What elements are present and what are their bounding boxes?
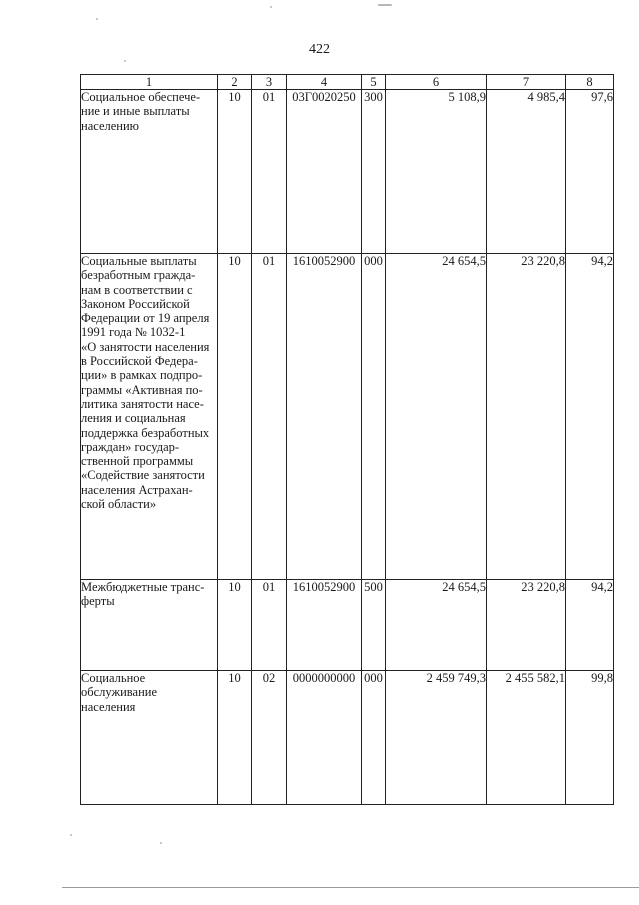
percent-value: 99,8 [591, 671, 613, 685]
scan-speck [160, 842, 162, 844]
percent-value: 97,6 [591, 90, 613, 104]
cell-percent [566, 671, 614, 805]
scan-speck [70, 834, 72, 836]
planned-value: 24 654,5 [442, 580, 486, 594]
cell-target-article: 0000000000 [287, 671, 362, 805]
scan-speck [270, 6, 272, 8]
cell-executed [487, 254, 566, 580]
cell-subsection: 01 [252, 90, 287, 254]
table-row [81, 254, 614, 580]
cell-section: 10 [218, 671, 252, 805]
table-row [81, 671, 614, 805]
row-name: Межбюджетные транс- ферты [81, 580, 218, 671]
header-col-4: 4 [287, 75, 362, 90]
header-col-7: 7 [487, 75, 566, 90]
header-col-1: 1 [81, 75, 218, 90]
scan-speck [124, 60, 126, 62]
cell-section: 10 [218, 580, 252, 671]
cell-expense-type: 300 [362, 90, 386, 254]
table-row [81, 580, 614, 671]
cell-expense-type: 000 [362, 254, 386, 580]
cell-planned [386, 254, 487, 580]
cell-planned [386, 580, 487, 671]
cell-expense-type: 500 [362, 580, 386, 671]
scan-speck [378, 4, 392, 6]
executed-value: 2 455 582,1 [505, 671, 565, 685]
planned-value: 2 459 749,3 [426, 671, 486, 685]
budget-execution-table [80, 74, 614, 805]
percent-value: 94,2 [591, 254, 613, 268]
cell-executed [487, 580, 566, 671]
cell-percent [566, 580, 614, 671]
row-name: Социальные выплаты безработным гражда- нам в соответствии с Законом Российской Федерации от 19 апреля 1991 года № 1032-1 «О занятости населения в Российской Федера- ции» в рамках подпро- граммы «Активная по- литика занятости насе- ления и социальная поддержка безработных граждан» государ- ственной программы «Содействие занятости населения Астрахан- ской области» [81, 254, 218, 580]
page-number: 422 [309, 42, 330, 57]
percent-value: 94,2 [591, 580, 613, 594]
cell-subsection: 02 [252, 671, 287, 805]
cell-percent [566, 90, 614, 254]
executed-value: 23 220,8 [521, 254, 565, 268]
header-col-5: 5 [362, 75, 386, 90]
row-name: Социальное обеспече- ние и иные выплаты населению [81, 90, 218, 254]
header-col-2: 2 [218, 75, 252, 90]
cell-subsection: 01 [252, 580, 287, 671]
cell-executed [487, 671, 566, 805]
cell-target-article: 1610052900 [287, 254, 362, 580]
row-name: Социальное обслуживание населения [81, 671, 218, 805]
header-col-3: 3 [252, 75, 287, 90]
scan-speck [96, 18, 98, 20]
cell-section: 10 [218, 90, 252, 254]
cell-section: 10 [218, 254, 252, 580]
cell-subsection: 01 [252, 254, 287, 580]
table-header-row [81, 75, 614, 90]
cell-target-article: 1610052900 [287, 580, 362, 671]
planned-value: 24 654,5 [442, 254, 486, 268]
header-col-8: 8 [566, 75, 614, 90]
cell-expense-type: 000 [362, 671, 386, 805]
scan-bottom-edge [62, 887, 639, 888]
executed-value: 4 985,4 [527, 90, 565, 104]
table-row [81, 90, 614, 254]
executed-value: 23 220,8 [521, 580, 565, 594]
planned-value: 5 108,9 [448, 90, 486, 104]
cell-executed [487, 90, 566, 254]
cell-planned [386, 90, 487, 254]
cell-target-article: 03Г0020250 [287, 90, 362, 254]
header-col-6: 6 [386, 75, 487, 90]
cell-planned [386, 671, 487, 805]
cell-percent [566, 254, 614, 580]
